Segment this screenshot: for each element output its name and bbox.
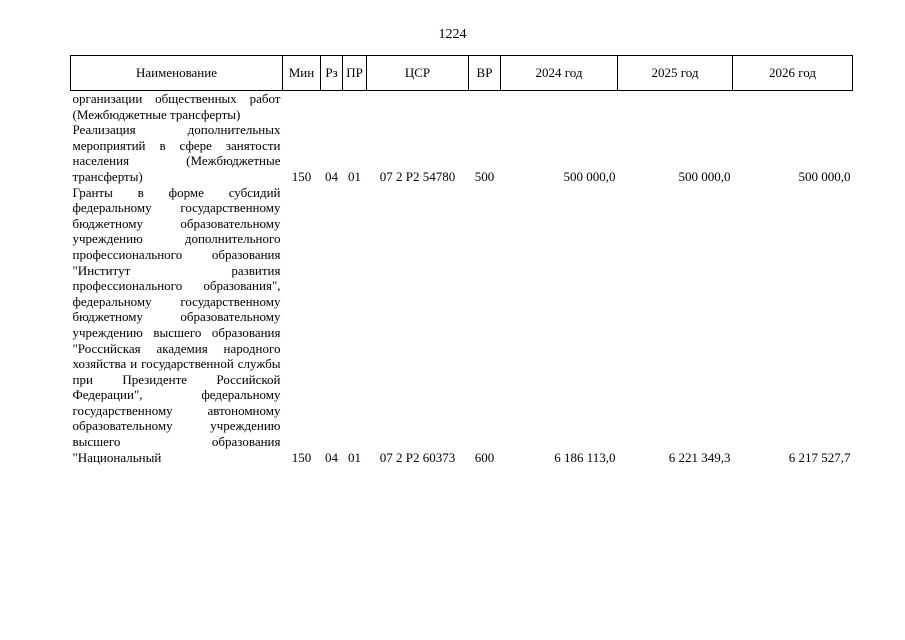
- row-2026: 6 217 527,7: [788, 449, 851, 465]
- header-name: Наименование: [71, 56, 283, 91]
- table-header-row: [71, 56, 853, 91]
- row-2025: 6 221 349,3: [668, 449, 731, 465]
- row-csr: 07 2 Р2 54780: [379, 168, 456, 184]
- row-vr: [469, 91, 501, 123]
- row-min: 150: [291, 168, 312, 184]
- table-row: [71, 122, 853, 184]
- row-2026: 500 000,0: [798, 168, 851, 184]
- row-2025: [618, 91, 733, 123]
- row-min: 150: [291, 449, 312, 465]
- header-2026: 2026 год: [733, 56, 853, 91]
- header-2025: 2025 год: [618, 56, 733, 91]
- row-2026: [733, 91, 853, 123]
- row-min: [283, 91, 321, 123]
- header-pr: ПР: [343, 56, 367, 91]
- row-vr: 600: [474, 449, 495, 465]
- row-2024: 6 186 113,0: [554, 449, 616, 465]
- header-vr: ВР: [469, 56, 501, 91]
- row-pr: 01: [348, 449, 361, 465]
- row-2024: 500 000,0: [563, 168, 616, 184]
- row-csr: [367, 91, 469, 123]
- header-min: Мин: [283, 56, 321, 91]
- row-name: Гранты в форме субсидий федеральному государственному бюджетному образовательному учреждению дополнительного профессионального образования "Институт развития профессионального образования", федеральному государственному бюджетному образовательному учреждению высшего образования "Российская академия народного хозяйства и государственной службы при Президенте Российской Федерации", федеральному государственному автономному образовательному учреждению высшего образования "Национальный: [72, 184, 281, 465]
- row-pr: 01: [348, 168, 361, 184]
- row-name: организации общественных работ (Межбюджетные трансферты): [72, 91, 281, 122]
- row-csr: 07 2 Р2 60373: [379, 449, 456, 465]
- row-rz: [321, 91, 343, 123]
- budget-table: [70, 55, 853, 465]
- table-row: [71, 91, 853, 123]
- row-rz: 04: [325, 168, 338, 184]
- header-2024: 2024 год: [501, 56, 618, 91]
- row-rz: 04: [325, 449, 338, 465]
- row-2024: [501, 91, 618, 123]
- header-rz: Рз: [321, 56, 343, 91]
- header-csr: ЦСР: [367, 56, 469, 91]
- row-pr: [343, 91, 367, 123]
- row-name: Реализация дополнительных мероприятий в сфере занятости населения (Межбюджетные трансферты): [72, 122, 281, 184]
- table-row: [71, 185, 853, 466]
- row-vr: 500: [474, 168, 495, 184]
- row-2025: 500 000,0: [678, 168, 731, 184]
- page-number: 1224: [438, 27, 467, 42]
